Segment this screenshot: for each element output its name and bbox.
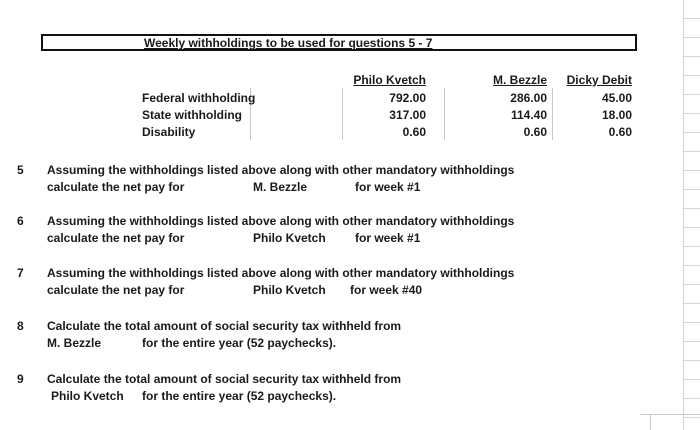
question-text: for the entire year (52 paychecks). — [142, 389, 337, 403]
row-label-disability: Disability — [142, 125, 196, 139]
question-text: calculate the net pay for — [47, 231, 185, 245]
employee-name: M. Bezzle — [253, 180, 308, 194]
question-text: Assuming the withholdings listed above along with other mandatory withholdings — [47, 266, 515, 280]
employee-name: Philo Kvetch — [253, 231, 326, 245]
page-title: Weekly withholdings to be used for questions 5 - 7 — [144, 36, 433, 50]
cell-state-bezzle: 114.40 — [510, 108, 547, 122]
grid-line — [640, 414, 700, 415]
question-number: 9 — [17, 372, 24, 386]
cell-disability-debit: 0.60 — [608, 125, 632, 139]
question-text: calculate the net pay for — [47, 283, 185, 297]
question-text: Assuming the withholdings listed above along with other mandatory withholdings — [47, 163, 515, 177]
cell-federal-bezzle: 286.00 — [510, 91, 547, 105]
column-header-m-bezzle: M. Bezzle — [492, 73, 547, 87]
question-number: 8 — [17, 319, 24, 333]
grid-lines-right — [683, 0, 700, 430]
question-number: 6 — [17, 214, 24, 228]
question-number: 7 — [17, 266, 24, 280]
question-text: Assuming the withholdings listed above along with other mandatory withholdings — [47, 214, 515, 228]
employee-name: Philo Kvetch — [253, 283, 326, 297]
row-label-federal: Federal withholding — [142, 91, 256, 105]
question-number: 5 — [17, 163, 24, 177]
grid-line — [650, 414, 651, 430]
cell-state-philo: 317.00 — [389, 108, 426, 122]
cell-federal-philo: 792.00 — [389, 91, 426, 105]
title-box — [41, 34, 637, 51]
column-header-philo-kvetch: Philo Kvetch — [353, 73, 426, 87]
question-week: for week #40 — [350, 283, 423, 297]
question-text: Calculate the total amount of social security tax withheld from — [47, 319, 402, 333]
cell-disability-bezzle: 0.60 — [523, 125, 547, 139]
question-week: for week #1 — [355, 231, 421, 245]
question-week: for week #1 — [355, 180, 421, 194]
question-text: calculate the net pay for — [47, 180, 185, 194]
row-label-state: State withholding — [142, 108, 242, 122]
cell-federal-debit: 45.00 — [601, 91, 632, 105]
cell-disability-philo: 0.60 — [402, 125, 426, 139]
cell-state-debit: 18.00 — [601, 108, 632, 122]
employee-name: Philo Kvetch — [51, 389, 124, 403]
question-text: for the entire year (52 paychecks). — [142, 336, 337, 350]
employee-name: M. Bezzle — [47, 336, 102, 350]
column-header-dicky-debit: Dicky Debit — [566, 73, 632, 87]
question-text: Calculate the total amount of social security tax withheld from — [47, 372, 402, 386]
